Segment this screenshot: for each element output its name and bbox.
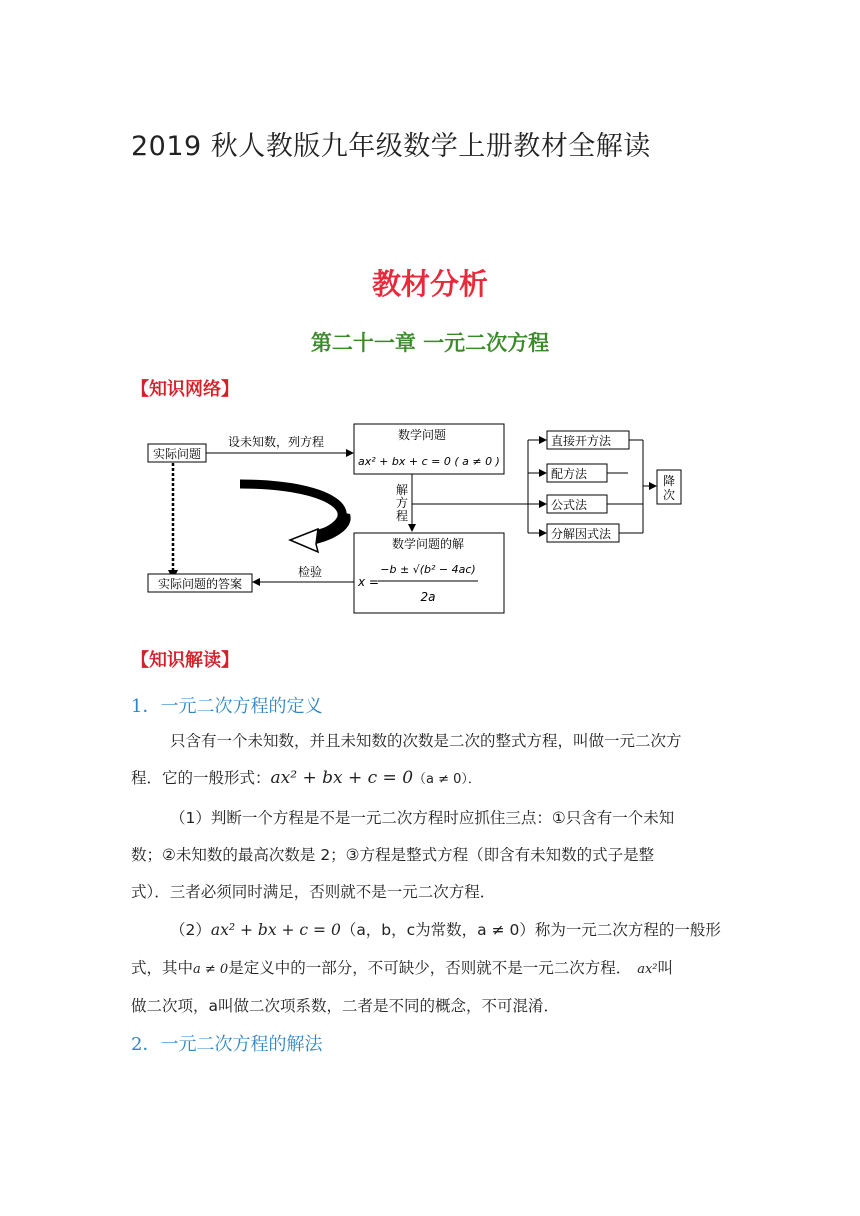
curved-arrow-tail — [316, 513, 351, 544]
solve-label-1: 解 — [395, 483, 409, 497]
chapter-title: 第二十一章 一元二次方程 — [310, 331, 550, 355]
reduce-label-1: 降 — [662, 474, 676, 488]
method-direct-root: 直接开方法 — [551, 434, 612, 448]
point1-line6-text: （a，b，c为常数，a ≠ 0）称为一元二次方程的一般形 — [340, 921, 721, 939]
solve-label-2: 方 — [395, 496, 409, 510]
point1-line3: （1）判断一个方程是不是一元二次方程时应抓住三点：①只含有一个未知 — [170, 809, 675, 827]
check-label: 检验 — [298, 565, 323, 579]
knowledge-network-diagram — [140, 418, 700, 618]
point1-line7 — [131, 956, 673, 978]
document-title: 2019 秋人教版九年级数学上册教材全解读 — [131, 131, 651, 162]
set-unknown-label: 设未知数，列方程 — [228, 435, 325, 449]
point2-heading: 2．一元二次方程的解法 — [131, 1034, 323, 1055]
method-formula: 公式法 — [551, 498, 588, 512]
real-answer-label: 实际问题的答案 — [157, 577, 243, 591]
math-problem-label: 数学问题 — [397, 428, 447, 442]
section-title: 教材分析 — [371, 267, 488, 301]
point1-line6-formula: ax² + bx + c = 0 — [210, 921, 341, 939]
solve-label-3: 程 — [395, 509, 409, 523]
real-problem-label: 实际问题 — [152, 447, 202, 461]
reduce-label-2: 次 — [662, 488, 676, 502]
point1-line6 — [170, 918, 721, 940]
point1-line7-term: ax² — [637, 962, 658, 977]
method-complete-square: 配方法 — [551, 467, 588, 481]
point1-line2-text: 程．它的一般形式： — [131, 769, 271, 787]
math-solution-label: 数学问题的解 — [391, 537, 465, 551]
knowledge-network-heading: 【知识网络】 — [131, 379, 239, 400]
point1-line6-prefix: （2） — [170, 921, 211, 939]
point1-line2 — [131, 766, 481, 788]
point1-line7-text: 是定义中的一部分，不可缺少，否则就不是一元二次方程． — [228, 959, 632, 977]
formula-denominator: 2a — [420, 590, 436, 604]
point1-line7-condition: a ≠ 0 — [193, 962, 229, 977]
point1-line5: 式）．三者必须同时满足，否则就不是一元二次方程． — [131, 883, 496, 901]
point1-line1: 只含有一个未知数，并且未知数的次数是二次的整式方程，叫做一元二次方 — [170, 732, 682, 750]
point1-heading: 1．一元二次方程的定义 — [131, 696, 323, 717]
method-factor: 分解因式法 — [551, 527, 612, 541]
point1-line4: 数；②未知数的最高次数是 2；③方程是整式方程（即含有未知数的式子是整 — [131, 846, 655, 864]
knowledge-reading-heading: 【知识解读】 — [131, 650, 239, 671]
point1-line8: 做二次项，a叫做二次项系数，二者是不同的概念，不可混淆． — [131, 997, 560, 1015]
formula-x: x = — [358, 575, 379, 589]
general-form-formula: ax² + bx + c = 0 — [270, 768, 414, 788]
general-form-condition: （a ≠ 0）． — [413, 772, 481, 787]
point1-line7-prefix: 式，其中 — [131, 959, 194, 977]
formula-numerator: −b ± √(b² − 4ac) — [380, 563, 476, 576]
point1-line7-suffix: 叫 — [657, 959, 674, 977]
general-form-equation: ax² + bx + c = 0 ( a ≠ 0 ) — [358, 455, 500, 468]
curved-arrow-head — [290, 529, 318, 552]
